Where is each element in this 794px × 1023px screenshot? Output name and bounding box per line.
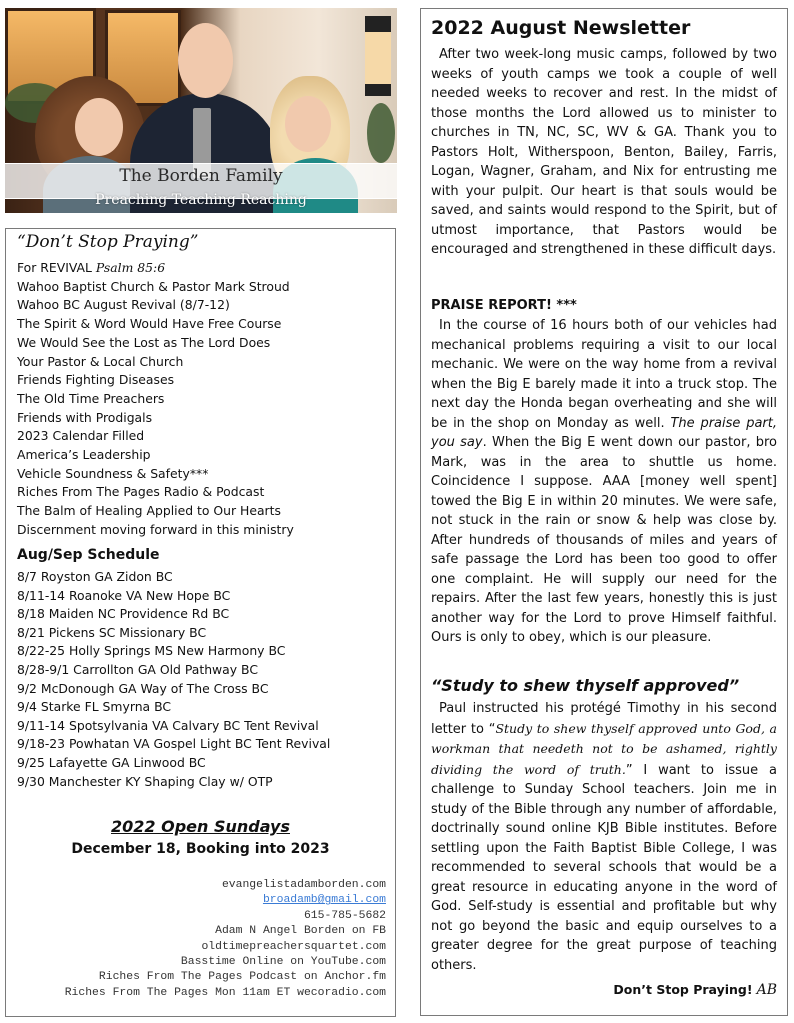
schedule-item: 9/30 Manchester KY Shaping Clay w/ OTP	[17, 773, 273, 789]
open-sundays-subtitle: December 18, Booking into 2023	[71, 841, 330, 857]
schedule-item: 8/21 Pickens SC Missionary BC	[17, 624, 207, 640]
prayer-item: Wahoo Baptist Church & Pastor Mark Stroud	[17, 278, 290, 294]
scripture-reference: Psalm 85:6	[95, 260, 166, 275]
praise-text: . When the Big E went down our pastor, bro Mark, was in the area to shuttle us home. Coincidence I suppose. AAA [money well spent] towed the Big E in within 20 minutes. We were safe, not stuck in the rain or snow & help was close by. After hundreds of thousands of miles and years of safe passage the Lord has been too good to offer one complaint. He will supply our need for the repairs. After the last few years, honestly this is just another way for the Lord to prove Himself faithful. Ours is only to obey, which is our pleasure.	[431, 435, 777, 645]
signoff-text: Don’t Stop Praying!	[613, 982, 753, 997]
prayer-item-text: For REVIVAL	[17, 260, 96, 275]
schedule-item: 8/18 Maiden NC Providence Rd BC	[17, 606, 230, 622]
study-text: ” I want to issue a challenge to Sunday School teachers. Join me in study of the Bible through any number of affordable, doctrinally sound online KJB Bible institutes. Before settling upon the Faith Baptist Bible College, I was recommended to several schools that would be a great resource in educating anyone in the word of God. Self-study is essential and profitable but why not go beyond the basic and equip ourselves to a greater degree for the great purpose of teaching others.	[431, 762, 777, 973]
praise-text: In the course of 16 hours both of our vehicles had mechanical problems requiring a visit to our local mechanic. We were on the way home from a revival when the Big E barely made it into a truck stop. The next day the Honda began overheating and she will be in the shop on Monday as well.	[431, 318, 777, 431]
study-body	[431, 699, 777, 975]
scripture-quote: Study to shew thyself approved unto God, a workman that needeth not to be ashamed, rightly dividing the word of truth.	[431, 720, 777, 777]
praise-report-body	[431, 316, 777, 648]
schedule-item: 8/28-9/1 Carrollton GA Old Pathway BC	[17, 661, 258, 677]
email-link[interactable]: broadamb@gmail.com	[262, 894, 386, 907]
schedule-item: 8/11-14 Roanoke VA New Hope BC	[17, 587, 231, 603]
schedule-item: 9/4 Starke FL Smyrna BC	[17, 699, 172, 715]
schedule-item: 9/11-14 Spotsylvania VA Calvary BC Tent Revival	[17, 717, 319, 733]
schedule-item: 8/7 Royston GA Zidon BC	[17, 569, 173, 584]
schedule-item: 9/25 Lafayette GA Linwood BC	[17, 754, 206, 770]
prayer-item: The Balm of Healing Applied to Our Hearts	[17, 503, 281, 519]
newsletter-panel	[420, 8, 788, 1016]
phone-number: 615-785-5682	[303, 909, 386, 922]
signature-initials: AB	[756, 982, 777, 998]
signoff	[613, 982, 777, 998]
website-link[interactable]: evangelistadamborden.com	[221, 879, 386, 891]
open-sundays-title: 2022 Open Sundays	[111, 817, 290, 836]
schedule-title: Aug/Sep Schedule	[17, 547, 160, 563]
prayer-item: The Spirit & Word Would Have Free Course	[17, 316, 282, 332]
prayer-item: Wahoo BC August Revival (8/7-12)	[17, 297, 230, 313]
prayer-item: We Would See the Lost as The Lord Does	[17, 334, 271, 350]
study-heading: “Study to shew thyself approved”	[431, 676, 740, 695]
person-right-face	[285, 96, 331, 152]
facebook-info: Adam N Angel Borden on FB	[215, 925, 386, 938]
praise-italic: The praise part, you say	[431, 415, 778, 450]
prayer-schedule-panel	[5, 228, 396, 1017]
prayer-item: The Old Time Preachers	[17, 390, 165, 406]
prayer-item: America’s Leadership	[17, 447, 151, 463]
podcast-info: Riches From The Pages Podcast on Anchor.fm	[98, 971, 386, 984]
wreath-decor	[367, 103, 395, 163]
praise-report-heading: PRAISE REPORT! ***	[431, 298, 577, 313]
prayer-title: “Don’t Stop Praying”	[17, 232, 199, 252]
schedule-item: 9/2 McDonough GA Way of The Cross BC	[17, 680, 269, 696]
prayer-list	[17, 259, 294, 540]
prayer-item: Discernment moving forward in this ministry	[17, 521, 294, 537]
prayer-item: 2023 Calendar Filled	[17, 428, 145, 444]
prayer-item	[17, 259, 294, 278]
radio-info: Riches From The Pages Mon 11am ET wecoradio.com	[64, 986, 386, 999]
prayer-item: Riches From The Pages Radio & Podcast	[17, 484, 265, 500]
lamp-decor	[365, 16, 391, 96]
newsletter-intro: After two week-long music camps, followed by two weeks of youth camps we took a couple of well needed weeks to recover and rest. In the midst of those months the Lord allowed us to minister to churches in TN, NC, SC, WV & GA. Thank you to Pastors Holt, Witherspoon, Benton, Bailey, Farris, Logan, Wagner, Graham, and Nix for entrusting me with your pulpit. Our heart is that souls would be saved, and saints would respond to the Spirit, but of utmost importance, that Pastors would be encouraged and strengthened in these difficult days.	[431, 47, 777, 257]
quartet-link[interactable]: oldtimepreachersquartet.com	[201, 940, 386, 953]
schedule-item: 9/18-23 Powhatan VA Gospel Light BC Tent Revival	[17, 736, 331, 752]
prayer-item: Friends Fighting Diseases	[17, 372, 175, 388]
prayer-item: Your Pastor & Local Church	[17, 353, 184, 369]
person-left-face	[75, 98, 123, 156]
photo-subtitle: Preaching Teaching Reaching	[95, 192, 307, 208]
prayer-item: Friends with Prodigals	[17, 409, 153, 425]
contact-block	[65, 878, 386, 1001]
photo-title: The Borden Family	[119, 166, 283, 186]
study-text: Paul instructed his protégé Timothy in his second letter to “	[431, 701, 777, 737]
family-photo	[5, 8, 397, 213]
newsletter-title: 2022 August Newsletter	[431, 17, 691, 39]
schedule-item: 8/22-25 Holly Springs MS New Harmony BC	[17, 643, 286, 659]
person-center-face	[178, 23, 233, 98]
prayer-item: Vehicle Soundness & Safety***	[17, 465, 209, 481]
schedule-list	[17, 568, 330, 791]
youtube-info: Basstime Online on YouTube.com	[180, 956, 386, 969]
